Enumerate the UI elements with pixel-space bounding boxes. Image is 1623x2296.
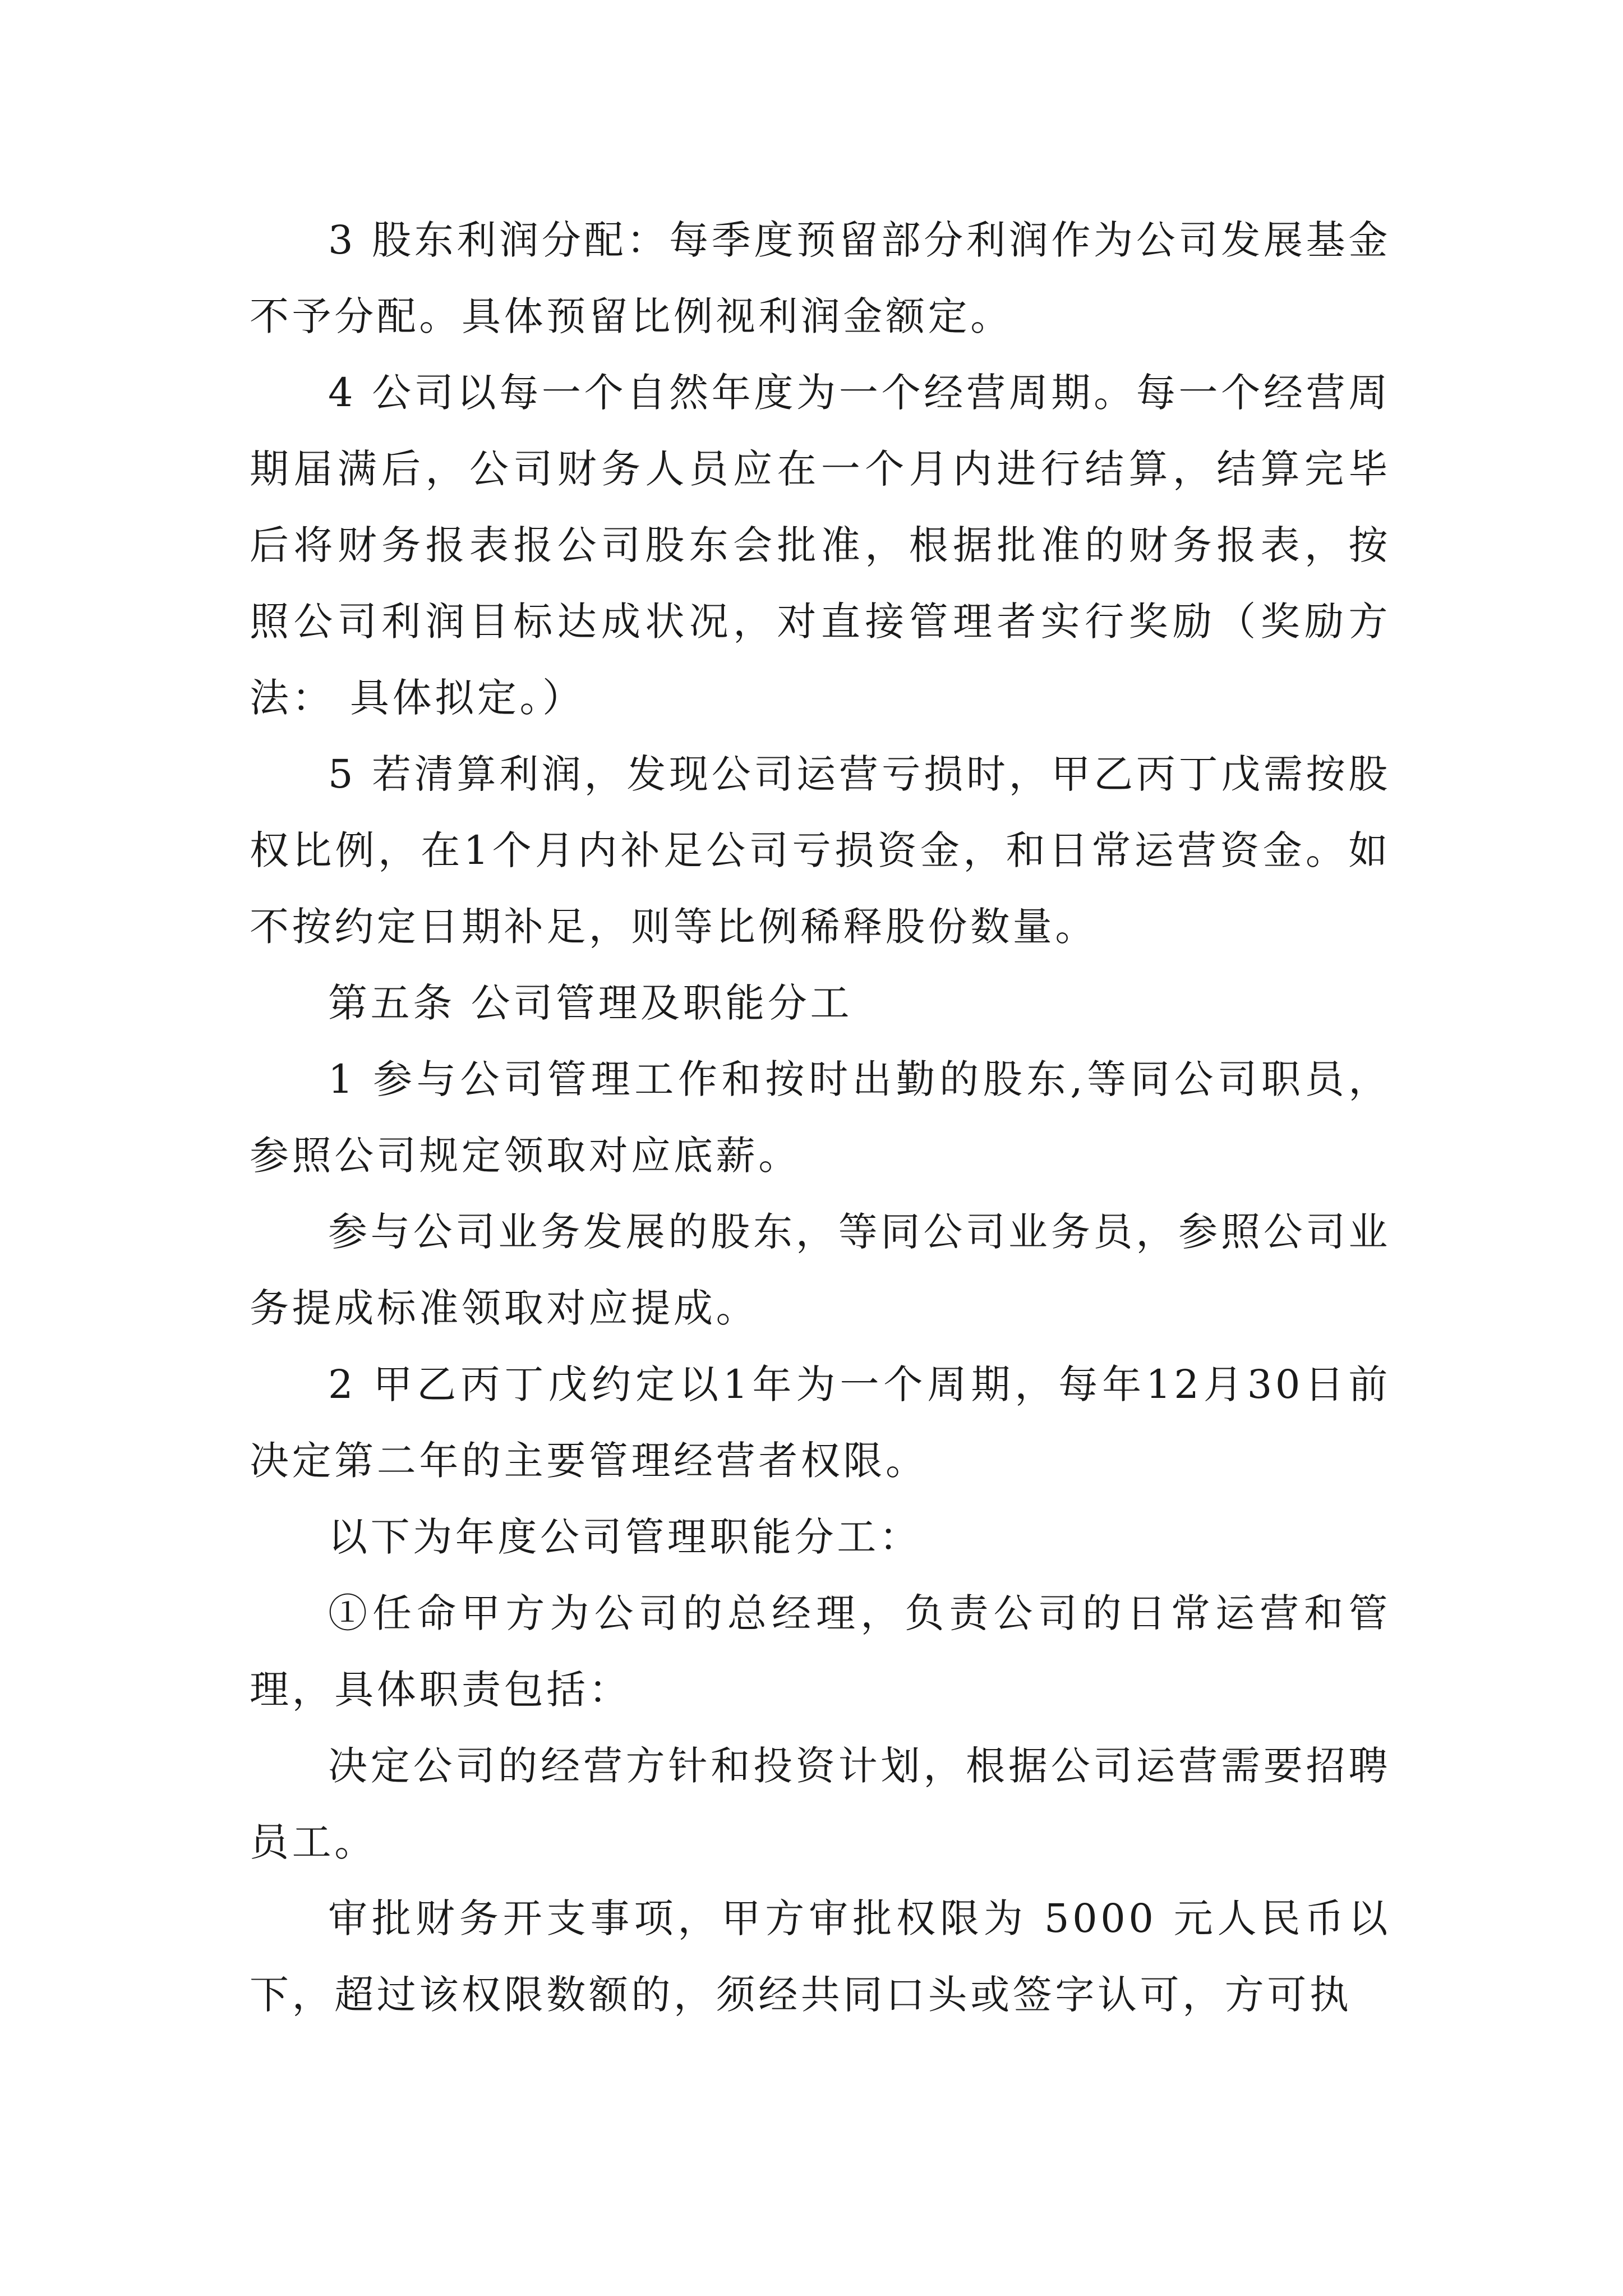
paragraph-business-policy: 决定公司的经营方针和投资计划，根据公司运营需要招聘员工。 [250,1743,1391,1865]
paragraph-general-manager: ①任命甲方为公司的总经理，负责公司的日常运营和管理，具体职责包括： [250,1590,1391,1713]
section-heading-article-five: 第五条 公司管理及职能分工 [328,980,853,1026]
paragraph-management-period: 2 甲乙丙丁戊约定以1年为一个周期，每年12月30日前决定第二年的主要管理经营者权限。 [250,1361,1391,1484]
document-body [250,202,1391,2033]
paragraph-shareholder-salary: 1 参与公司管理工作和按时出勤的股东,等同公司职员，参照公司规定领取对应底薪。 [250,1056,1391,1179]
paragraph-profit-distribution: 3 股东利润分配：每季度预留部分利润作为公司发展基金不予分配。具体预留比例视利润金额定。 [250,217,1391,339]
paragraph-shareholder-commission: 参与公司业务发展的股东，等同公司业务员，参照公司业务提成标准领取对应提成。 [250,1209,1391,1331]
paragraph-operating-cycle: 4 公司以每一个自然年度为一个经营周期。每一个经营周期届满后，公司财务人员应在一个月内进行结算，结算完毕后将财务报表报公司股东会批准，根据批准的财务报表，按照公司利润目标达成状况，对直接管理者实行奖励（奖励方法： 具体拟定。） [250,370,1391,721]
paragraph-division-intro: 以下为年度公司管理职能分工： [328,1514,922,1560]
paragraph-expense-approval: 审批财务开支事项，甲方审批权限为 5000 元人民币以下，超过该权限数额的，须经共同口头或签字认可，方可执 [250,1895,1391,2018]
paragraph-loss-compensation: 5 若清算利润，发现公司运营亏损时，甲乙丙丁戊需按股权比例，在1个月内补足公司亏损资金，和日常运营资金。如不按约定日期补足，则等比例稀释股份数量。 [250,751,1391,950]
